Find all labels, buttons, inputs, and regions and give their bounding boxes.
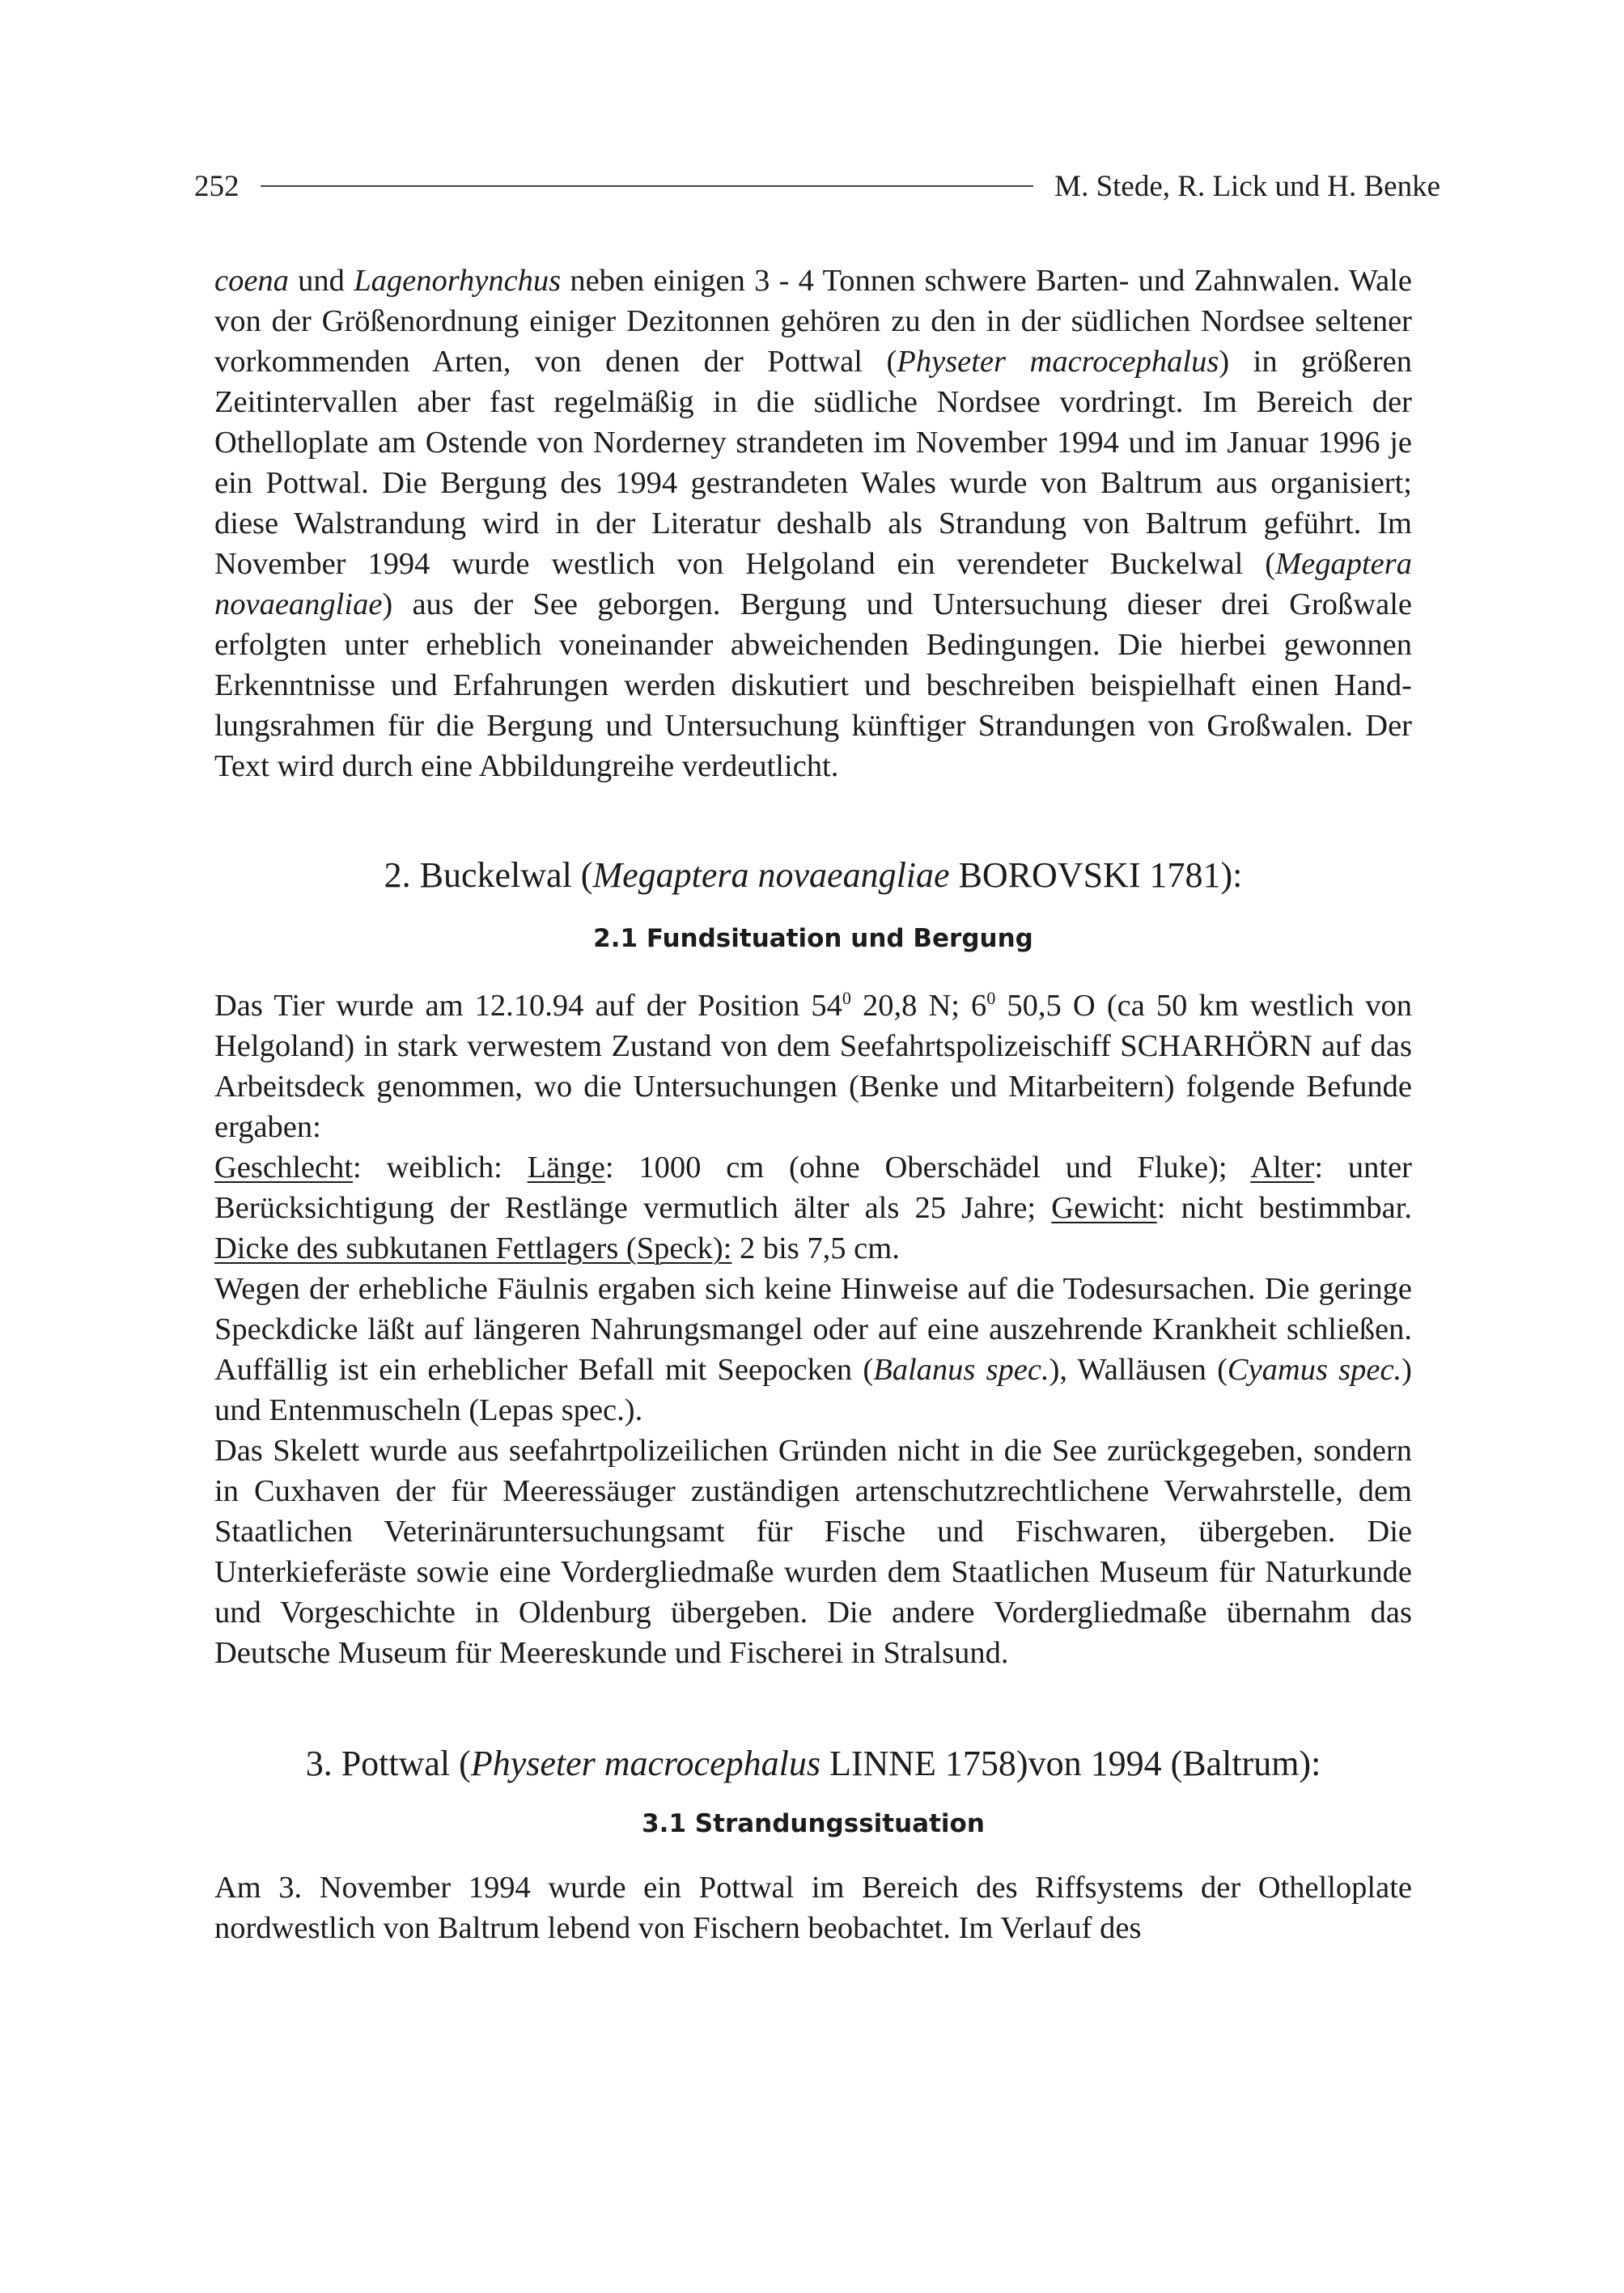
text-run: ) aus der See geborgen. Bergung und Untersuchung dieser drei Großwale erfolgten unter erheblich voneinander abweichenden Bedingungen. Die hierbei gewonnen Erkenntnisse und Erfahrungen werden diskutiert und beschreiben beispielhaft einen Handlungsrahmen für die Bergung und Untersuchung künftiger Strandungen von Großwalen. Der Text wird durch eine Abbildungreihe verdeutlicht. [214, 587, 1412, 783]
section-2-paragraph-3 [214, 1269, 1412, 1430]
value-length: : 1000 cm (ohne Oberschädel und Fluke); [604, 1151, 1251, 1185]
section-2-1-heading: 2.1 Fundsituation und Bergung [593, 924, 1033, 953]
section-3-paragraph-1: Am 3. November 1994 wurde ein Pottwal im Bereich des Riffsystems der Othelloplate nordwestlich von Baltrum lebend von Fischern beobachtet. Im Verlauf des [214, 1871, 1412, 1945]
italic-term: Megaptera novaeangliae [214, 547, 1412, 621]
header-authors: M. Stede, R. Lick und H. Benke [1054, 169, 1440, 203]
page-number: 252 [194, 169, 240, 203]
heading-species: Megaptera novaeangliae [592, 855, 950, 895]
text-run: Wegen der erhebliche Fäulnis ergaben sich keine Hinweise auf die Todesursachen. Die geringe Speckdicke läßt auf längeren Nahrungsmangel oder auf eine auszehrende Krankheit schließen. Auffällig ist ein erheblicher Befall mit Seepocken ( [214, 1272, 1412, 1387]
text-run: neben einigen 3 - 4 Tonnen schwere Barten- und Zahnwalen. Wale von der Größenordnung einiger Dezitonnen gehören zu den in der südlichen Nordsee seltener vorkommenden Arten, von denen der Pottwal ( [214, 264, 1413, 379]
heading-text: 2. Buckelwal ( [384, 855, 593, 895]
label-blubber: Dicke des subkutanen Fettlagers (Speck): [214, 1231, 732, 1265]
degree-mark: 0 [842, 988, 851, 1009]
text-run: und [288, 264, 354, 298]
section-3-1-heading: 3.1 Strandungssituation [642, 1809, 985, 1838]
italic-term: Physeter macrocephalus [897, 345, 1219, 379]
section-2-paragraph-1 [214, 985, 1412, 1147]
heading-text: BOROVSKI 1781): [949, 855, 1243, 895]
label-weight: Gewicht [1051, 1191, 1157, 1225]
italic-term: Balanus spec. [873, 1353, 1049, 1387]
main-content [214, 261, 1412, 1948]
running-header [194, 165, 1440, 207]
italic-term: Lagenorhynchus [354, 264, 562, 298]
italic-term: Cyamus spec. [1227, 1353, 1402, 1387]
section-2-paragraph-4: Das Skelett wurde aus seefahrtpolizeilichen Gründen nicht in die See zurückgegeben, sondern in Cuxhaven der für Meeressäuger zuständigen artenschutzrechtlichene Verwahrstelle, dem Staatlichen Veterinäruntersuchungsamt für Fische und Fischwaren, übergeben. Die Unterkieferäste sowie eine Vordergliedmaße wurden dem Staatlichen Museum für Naturkunde und Vorgeschichte in Oldenburg übergeben. Die andere Vordergliedmaße übernahm das Deutsche Museum für Meereskunde und Fischerei in Stralsund. [214, 1434, 1412, 1670]
section-3-heading [214, 1741, 1412, 1787]
text-run: ) in größeren Zeitintervallen aber fast regelmäßig in die südliche Nordsee vordringt. Im Bereich der Othelloplate am Ostende von Norderney strandeten im November 1994 und im Januar 1996 je ein Pottwal. Die Bergung des 1994 gestrandeten Wales wurde von Baltrum aus organisiert; diese Walstrandung wird in der Literatur deshalb als Strandung von Baltrum geführt. Im November 1994 wurde westlich von Helgoland ein verendeter Buckelwal ( [214, 345, 1412, 581]
italic-term: coena [214, 264, 289, 298]
heading-species: Physeter macrocephalus [470, 1744, 820, 1783]
heading-text: 3. Pottwal ( [305, 1744, 471, 1783]
degree-mark: 0 [986, 988, 996, 1009]
text-run: ) und Entenmuscheln (Lepas spec.). [214, 1353, 1412, 1427]
text-run: 20,8 N; 6 [850, 989, 987, 1023]
text-run: Das Tier wurde am 12.10.94 auf der Position 54 [214, 989, 842, 1023]
value-blubber: 2 bis 7,5 cm. [731, 1231, 900, 1265]
text-run: 50,5 O (ca 50 km westlich von Helgoland) in stark verwestem Zustand von dem Seefahrtspolizeischiff SCHARHÖRN auf das Arbeitsdeck genommen, wo die Untersuchungen (Benke und Mitarbeitern) folgende Befunde ergaben: [214, 989, 1412, 1144]
section-2-findings [214, 1147, 1412, 1269]
heading-text: LINNE 1758)von 1994 (Baltrum): [820, 1744, 1321, 1783]
section-2-heading [214, 853, 1412, 898]
header-rule [261, 185, 1034, 187]
value-sex: : weiblich: [353, 1151, 528, 1185]
intro-paragraph [214, 261, 1412, 786]
value-age: : unter Berücksichtigung der Restlänge vermutlich älter als 25 Jahre; [214, 1151, 1412, 1225]
label-length: Länge [527, 1151, 605, 1185]
text-run: ), Walläusen ( [1049, 1353, 1228, 1387]
value-weight: : nicht bestimmbar. [1156, 1191, 1412, 1225]
label-age: Alter [1250, 1151, 1315, 1185]
label-sex: Geschlecht [214, 1151, 354, 1185]
